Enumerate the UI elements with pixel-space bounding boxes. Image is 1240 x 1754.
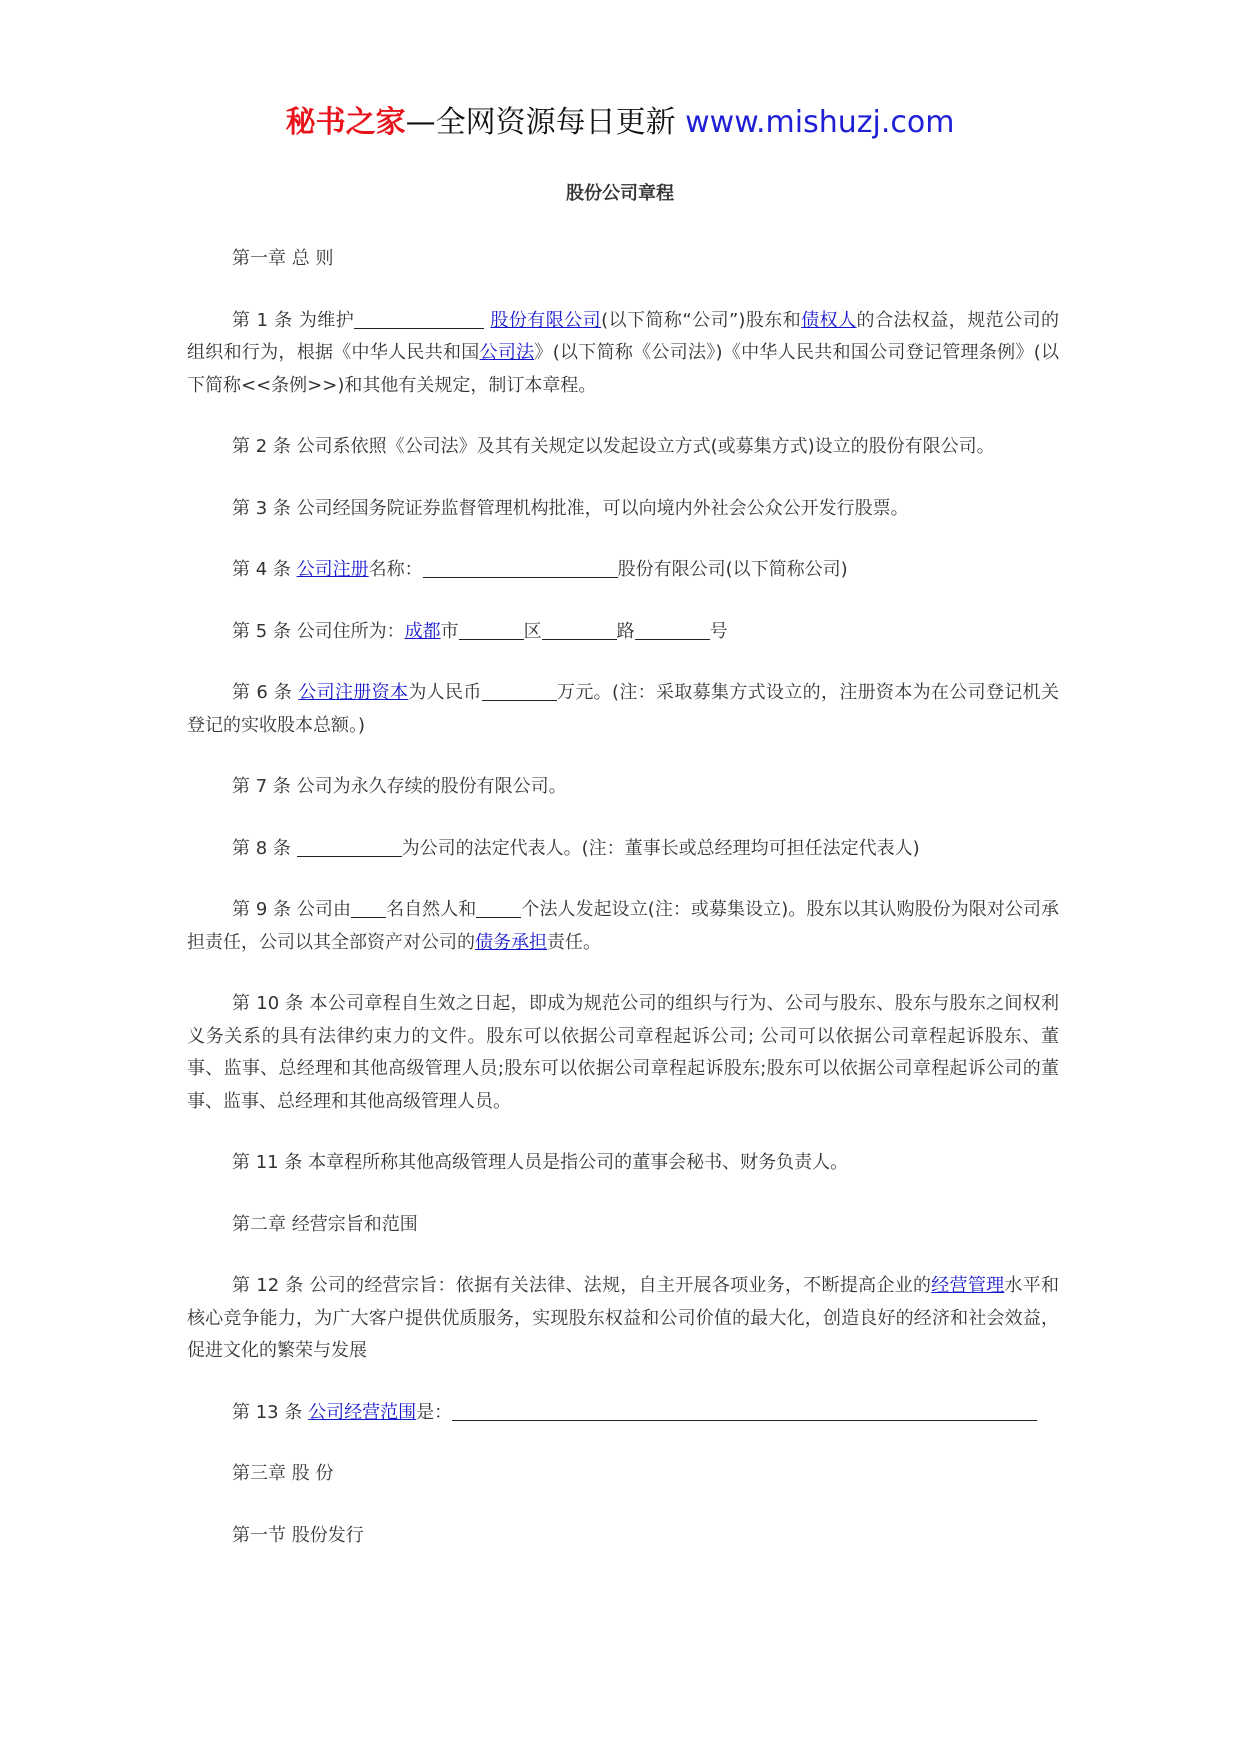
term-link[interactable]: 债务承担	[475, 931, 547, 953]
paragraph-text: 为公司的法定代表人。(注：董事长或总经理均可担任法定代表人)	[401, 837, 920, 859]
paragraph-text: 第 2 条 公司系依照《公司法》及其有关规定以发起设立方式(或募集方式)设立的股份有限公司。	[232, 436, 995, 457]
document-title: 股份公司章程	[566, 183, 674, 204]
paragraph-text: 水平和核心竞争能力，为广大客户提供优质服务，实现股东权益和公司价值的最大化，创造良好的经济和社会效益，促进文化的繁荣与发展	[187, 1275, 1059, 1361]
paragraph-text: 区	[523, 620, 542, 642]
paragraph-text: 第一节 股份发行	[232, 1524, 364, 1546]
term-link[interactable]: 公司法	[479, 342, 535, 363]
paragraph	[187, 1520, 1059, 1553]
fill-in-blank	[423, 555, 618, 578]
paragraph	[187, 493, 1059, 526]
paragraph-text: 股份有限公司(以下简称公司)	[617, 559, 848, 580]
header-slogan: —全网资源每日更新	[405, 105, 686, 140]
paragraph-text: 是：	[416, 1401, 453, 1423]
paragraph-text: 为人民币	[408, 682, 482, 703]
paragraph-text: 路	[616, 620, 635, 642]
paragraph	[187, 894, 1059, 959]
term-link[interactable]: 经营管理	[931, 1275, 1005, 1296]
paragraph-text: 第 12 条 公司的经营宗旨：依据有关法律、法规，自主开展各项业务，不断提高企业的	[232, 1275, 932, 1296]
term-link[interactable]: 成都	[404, 620, 441, 642]
paragraph-text: 第 8 条	[232, 837, 297, 859]
paragraph	[187, 677, 1059, 742]
paragraph	[187, 1209, 1059, 1242]
paragraph	[187, 554, 1059, 587]
paragraph-text: 第 9 条 公司由	[232, 899, 352, 920]
paragraph-text: 个法人发起设立(注：或募集设立)。股东以其认购股份为限对公司承担责任，公司以其全部资产对公司的	[187, 899, 1059, 953]
term-link[interactable]: 债权人	[801, 309, 857, 331]
paragraph-text: 第 6 条	[232, 682, 299, 703]
fill-in-blank	[635, 617, 710, 640]
paragraph	[187, 988, 1059, 1118]
paragraph	[187, 1458, 1059, 1491]
document-body	[187, 243, 1059, 1581]
paragraph-text: 万元。(注：采取募集方式设立的，注册资本为在公司登记机关登记的实收股本总额。)	[187, 682, 1060, 736]
fill-in-blank	[542, 617, 617, 640]
paragraph-text: 第 11 条 本章程所称其他高级管理人员是指公司的董事会秘书、财务负责人。	[232, 1152, 849, 1173]
brand-name: 秘书之家	[285, 105, 406, 140]
paragraph-text: 名自然人和	[386, 899, 477, 920]
paragraph-text: 》(以下简称《公司法》)《中华人民共和国公司登记管理条例》(以下简称<<条例>>)和其他有关规定，制订本章程。	[187, 342, 1059, 396]
paragraph	[187, 771, 1059, 804]
site-url-link[interactable]: www.mishuzj.com	[685, 105, 955, 140]
paragraph-text: 市	[440, 620, 459, 642]
paragraph-text: 第 7 条 公司为永久存续的股份有限公司。	[232, 776, 567, 797]
paragraph	[187, 1270, 1059, 1368]
paragraph-text: 第一章 总 则	[232, 248, 334, 269]
paragraph	[187, 431, 1059, 464]
term-link[interactable]: 股份有限公司	[490, 309, 602, 331]
paragraph-text: 号	[709, 620, 728, 642]
paragraph-text: 第 1 条 为维护	[232, 309, 355, 331]
fill-in-blank	[459, 617, 524, 640]
fill-in-blank	[482, 678, 557, 701]
paragraph	[187, 305, 1059, 403]
paragraph-text: (以下简称“公司”)股东和	[601, 309, 802, 331]
paragraph-text: 第三章 股 份	[232, 1463, 334, 1484]
paragraph-text: 第 4 条	[232, 559, 297, 580]
paragraph-text: 第 13 条	[232, 1401, 309, 1423]
paragraph-text: 名称：	[368, 559, 423, 580]
paragraph	[187, 833, 1059, 866]
term-link[interactable]: 公司注册	[296, 559, 369, 580]
term-link[interactable]: 公司经营范围	[308, 1401, 417, 1423]
paragraph-text: 责任。	[547, 931, 601, 953]
paragraph	[187, 1397, 1059, 1430]
fill-in-blank	[297, 834, 402, 857]
paragraph-text: 第 5 条 公司住所为：	[232, 620, 405, 642]
term-link[interactable]: 公司注册资本	[298, 682, 409, 703]
fill-in-blank	[452, 1398, 1037, 1421]
paragraph-text: 第二章 经营宗旨和范围	[232, 1213, 418, 1235]
paragraph-text: 的合法权益，规范公司的组织和行为，根据《中华人民共和国	[187, 309, 1060, 363]
fill-in-blank	[476, 895, 521, 918]
site-header	[0, 100, 1240, 146]
paragraph	[187, 243, 1059, 276]
paragraph	[187, 616, 1059, 649]
paragraph	[187, 1147, 1059, 1180]
fill-in-blank	[354, 306, 484, 329]
paragraph-text: 第 10 条 本公司章程自生效之日起，即成为规范公司的组织与行为、公司与股东、股东与股东之间权利义务关系的具有法律约束力的文件。股东可以依据公司章程起诉公司; 公司可以依据公司章程起诉股东、董事、监事、总经理和其他高级管理人员;股东可以依据公司章程起诉股东;股东可以依据公司章程起诉公司的董事、监事、总经理和其他高级管理人员。	[187, 993, 1059, 1112]
fill-in-blank	[351, 895, 386, 918]
paragraph-text: 第 3 条 公司经国务院证券监督管理机构批准，可以向境内外社会公众公开发行股票。	[232, 497, 909, 519]
